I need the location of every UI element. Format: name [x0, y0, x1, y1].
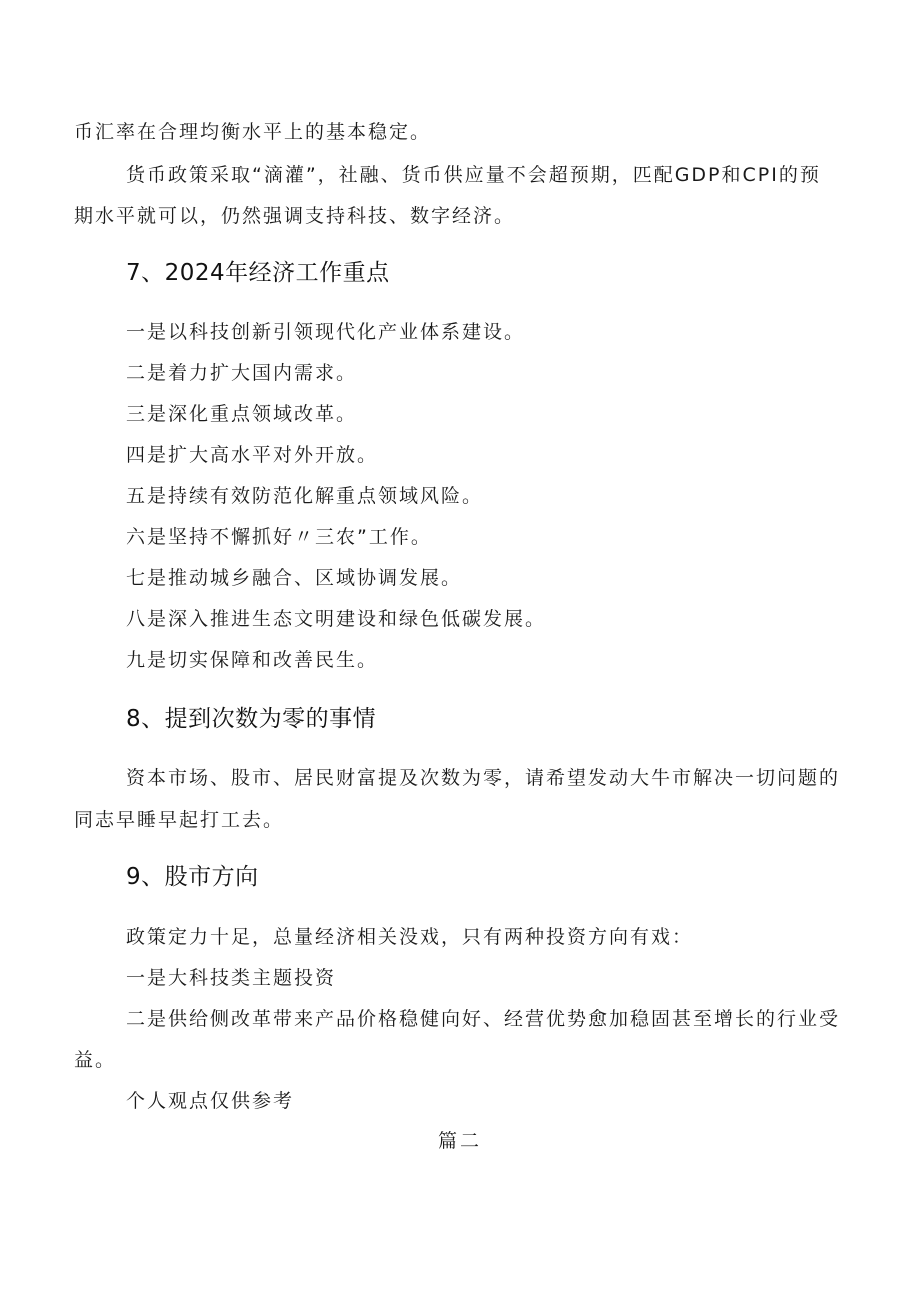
list-item: 二是着力扩大国内需求。 [126, 362, 358, 384]
section-9-heading: 9、股市方向 [126, 864, 259, 890]
section-divider-label: 篇二 [437, 1130, 482, 1152]
paragraph-line: 政策定力十足，总量经济相关没戏，只有两种投资方向有戏： [126, 926, 694, 948]
paragraph-line: 一是大科技类主题投资 [126, 967, 337, 989]
paragraph-line: 币汇率在合理均衡水平上的基本稳定。 [74, 121, 432, 143]
list-item: 一是以科技创新引领现代化产业体系建设。 [126, 321, 526, 343]
list-item: 四是扩大高水平对外开放。 [126, 444, 379, 466]
paragraph-line: 二是供给侧改革带来产品价格稳健向好、经营优势愈加稳固甚至增长的行业受 [126, 1008, 841, 1030]
paragraph-line: 同志早睡早起打工去。 [74, 809, 285, 831]
list-item: 五是持续有效防范化解重点领域风险。 [126, 485, 484, 507]
paragraph-line: 益。 [74, 1049, 117, 1071]
list-item: 九是切实保障和改善民生。 [126, 649, 379, 671]
paragraph-line: 货币政策采取“滴灌”，社融、货币供应量不会超预期，匹配GDP和CPI的预 [126, 164, 821, 186]
section-7-heading: 7、2024年经济工作重点 [126, 260, 390, 286]
paragraph-line: 资本市场、股市、居民财富提及次数为零，请希望发动大牛市解决一切问题的 [126, 767, 841, 789]
paragraph-line: 个人观点仅供参考 [126, 1090, 295, 1112]
list-item: 八是深入推进生态文明建设和绿色低碳发展。 [126, 608, 547, 630]
list-item: 六是坚持不懈抓好〃三农”工作。 [126, 526, 432, 548]
list-item: 七是推动城乡融合、区域协调发展。 [126, 567, 463, 589]
list-item: 三是深化重点领域改革。 [126, 403, 358, 425]
section-8-heading: 8、提到次数为零的事情 [126, 706, 377, 732]
paragraph-line: 期水平就可以，仍然强调支持科技、数字经济。 [74, 205, 516, 227]
